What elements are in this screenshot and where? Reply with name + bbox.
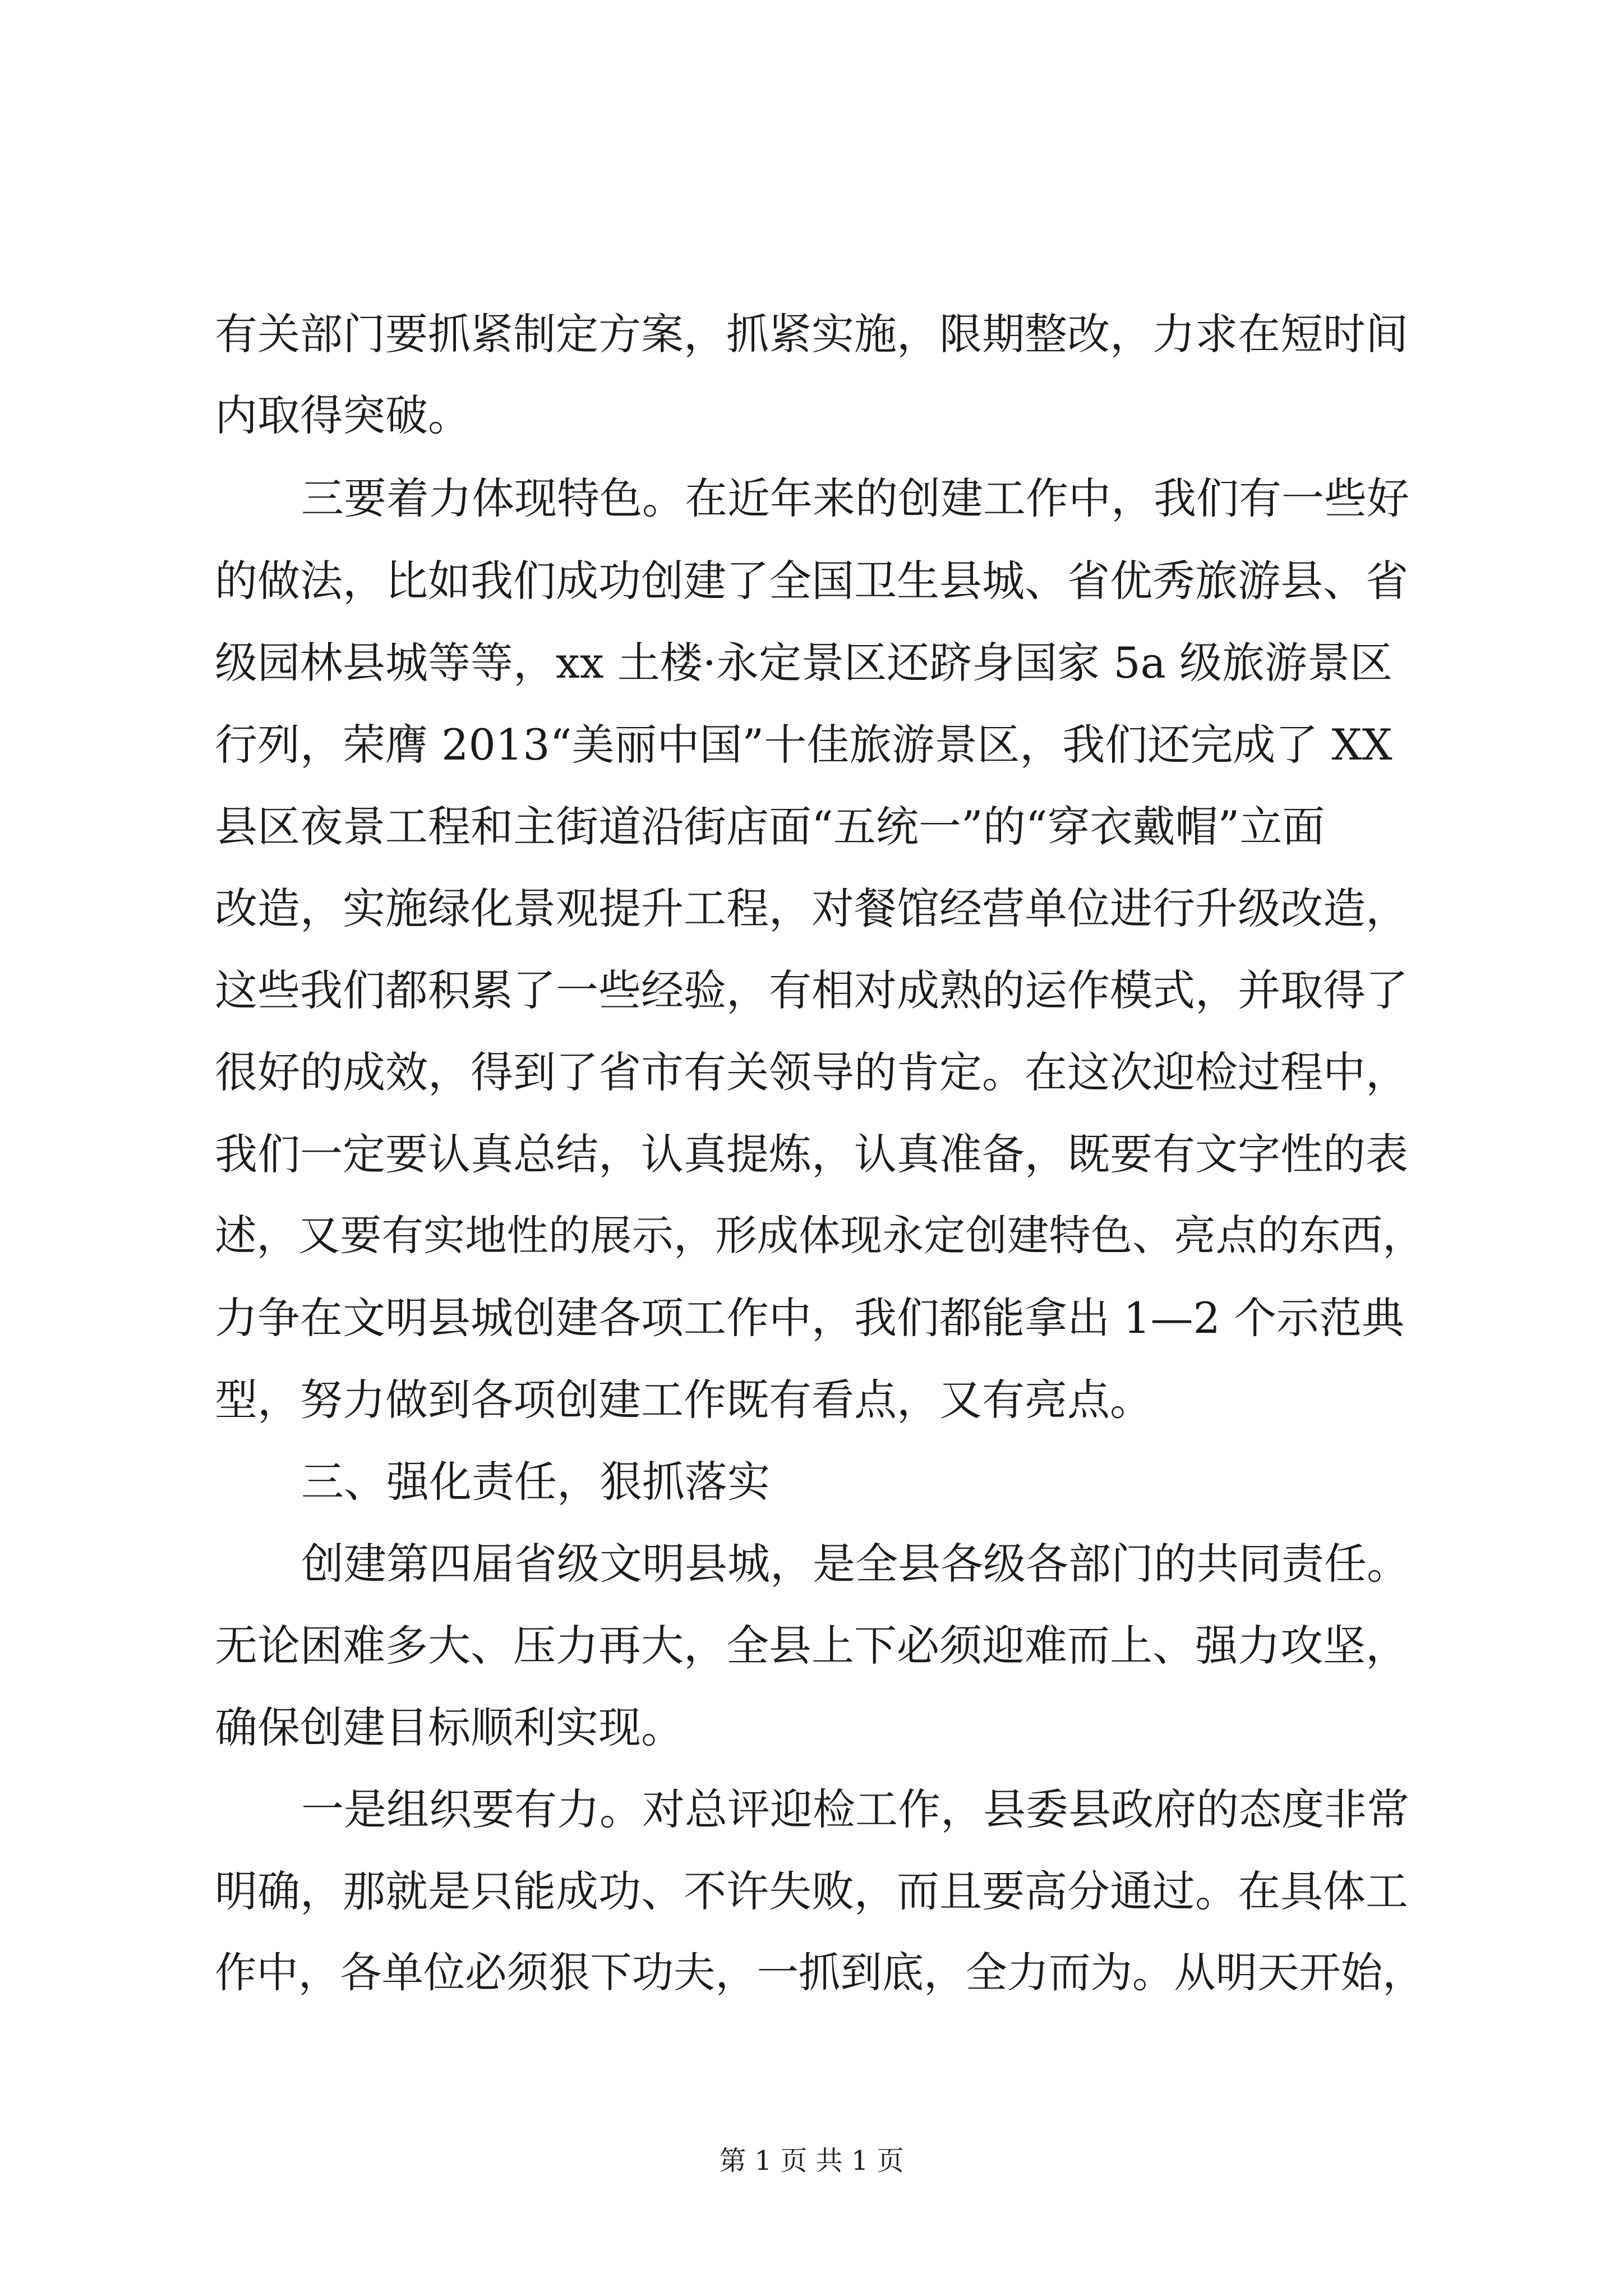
text-line-11: 我们一定要认真总结，认真提炼，认真准备，既要有文字性的表 xyxy=(215,1129,1408,1179)
section-heading: 三、强化责任，狠抓落实 xyxy=(301,1457,770,1507)
text-line-17: 无论困难多大、压力再大，全县上下必须迎难而上、强力攻坚， xyxy=(215,1621,1408,1671)
text-line-12: 述，又要有实地性的展示，形成体现永定创建特色、亮点的东西， xyxy=(215,1211,1424,1260)
text-line-19: 一是组织要有力。对总评迎检工作，县委县政府的态度非常 xyxy=(301,1784,1409,1834)
text-line-10: 很好的成效，得到了省市有关领导的肯定。在这次迎检过程中， xyxy=(215,1047,1408,1097)
text-line-18: 确保创建目标顺利实现。 xyxy=(215,1703,684,1752)
text-line-5: 级园林县城等等，xx 土楼·永定景区还跻身国家 5a 级旅游景区 xyxy=(215,638,1393,688)
text-line-14: 型，努力做到各项创建工作既有看点，又有亮点。 xyxy=(215,1375,1152,1425)
text-line-9: 这些我们都积累了一些经验，有相对成熟的运作模式，并取得了 xyxy=(215,965,1408,1015)
text-line-4: 的做法，比如我们成功创建了全国卫生县城、省优秀旅游县、省 xyxy=(215,556,1408,606)
text-line-2: 内取得突破。 xyxy=(215,390,471,440)
text-line-3: 三要着力体现特色。在近年来的创建工作中，我们有一些好 xyxy=(301,473,1409,523)
text-line-21: 作中，各单位必须狠下功夫，一抓到底，全力而为。从明天开始， xyxy=(215,1948,1424,1997)
text-line-8: 改造，实施绿化景观提升工程，对餐馆经营单位进行升级改造， xyxy=(215,884,1408,933)
text-line-20: 明确，那就是只能成功、不许失败，而且要高分通过。在具体工 xyxy=(215,1866,1408,1916)
text-line-7: 县区夜景工程和主街道沿街店面“五统一”的“穿衣戴帽”立面 xyxy=(215,802,1325,852)
text-line-13: 力争在文明县城创建各项工作中，我们都能拿出 1—2 个示范典 xyxy=(215,1293,1405,1343)
text-line-16: 创建第四届省级文明县城，是全县各级各部门的共同责任。 xyxy=(301,1539,1409,1589)
text-line-6: 行列，荣膺 2013“美丽中国”十佳旅游景区，我们还完成了 XX xyxy=(215,720,1393,770)
text-line-1: 有关部门要抓紧制定方案，抓紧实施，限期整改，力求在短时间 xyxy=(215,309,1408,359)
page-footer: 第 1 页 共 1 页 xyxy=(719,2145,904,2177)
